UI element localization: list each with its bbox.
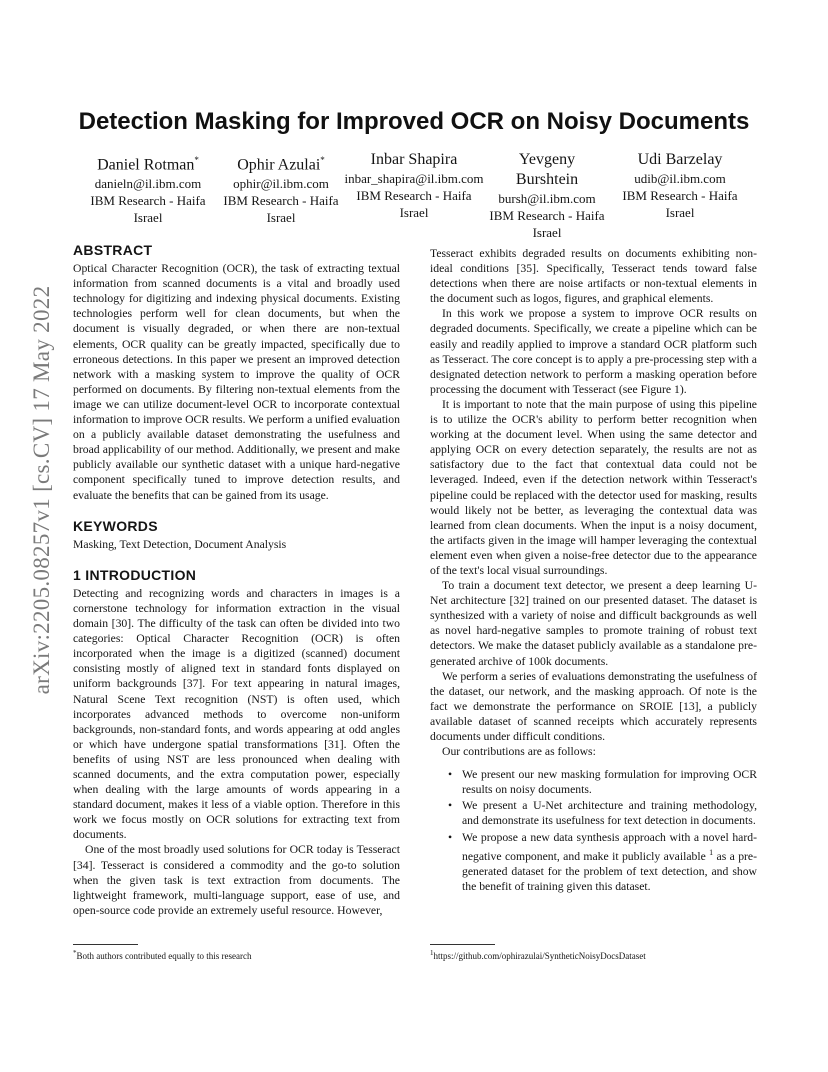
list-item: [448, 798, 757, 828]
right-paragraph-0: Tesseract exhibits degraded results on documents exhibiting non-ideal conditions [35]. Specifically, Tesseract tends toward false detections when there are noise artifacts or non-textual elements in the document such as logos, figures, and graphical elements.: [430, 247, 757, 306]
author-affiliation: IBM Research - Haifa: [223, 193, 339, 209]
author-name: Yevgeny Burshtein: [515, 151, 579, 188]
author-country: Israel: [665, 205, 695, 220]
left-column: [73, 243, 400, 918]
contribution-text: We propose a new data synthesis approach with a novel hard-negative component, and make it publicly available: [462, 830, 757, 863]
author-name: Udi Barzelay: [637, 151, 723, 168]
contributions-list: [430, 767, 757, 894]
list-item: [448, 830, 757, 894]
footnote-right: [430, 949, 646, 961]
author-block: [0, 150, 828, 240]
footnote-left: [73, 949, 251, 961]
author-email: danieln@il.ibm.com: [94, 176, 202, 192]
author-4: [472, 150, 622, 241]
author-email: ophir@il.ibm.com: [233, 176, 329, 192]
author-email: inbar_shapira@il.ibm.com: [344, 171, 484, 186]
contribution-text: We present our new masking formulation for improving OCR results on noisy documents.: [462, 768, 757, 797]
author-affiliation: IBM Research - Haifa: [622, 188, 738, 203]
author-2: [206, 150, 356, 226]
intro-paragraph-2: One of the most broadly used solutions for OCR today is Tesseract [34]. Tesseract is considered a commodity and the go-to solution when the given task is text extraction from documents. The lightweight framework, multi-language support, ease of use, and open-source code provide an extremely useful resource. However,: [73, 843, 400, 917]
equal-contrib-mark: *: [194, 155, 199, 165]
list-item: [448, 767, 757, 797]
author-country: Israel: [266, 210, 296, 226]
right-paragraph-4: We perform a series of evaluations demonstrating the usefulness of the dataset, our network, and the masking approach. Of note is the fact we demonstrate the performance on SROIE [13], a publicly available dataset of scanned receipts which accurately represents documents under difficult conditions.: [430, 669, 757, 743]
right-column: [430, 246, 757, 895]
author-email: bursh@il.ibm.com: [498, 191, 596, 206]
arxiv-identifier: [22, 280, 62, 700]
right-paragraph-1: In this work we propose a system to improve OCR results on degraded documents. Specifically, we create a pipeline which can be easily and readily applied to improve a standard OCR platform such as Tesseract. The core concept is to apply a pre-processing step with a designated detection network to perform a masking operation before processing the document with Tesseract (see Figure 1).: [430, 307, 757, 396]
footnote-ref: 1: [709, 847, 714, 857]
author-email: udib@il.ibm.com: [634, 171, 726, 186]
footnote-mark: 1: [430, 949, 434, 957]
author-name: Daniel Rotman: [97, 156, 195, 174]
author-1: [73, 150, 223, 226]
right-paragraph-2: It is important to note that the main purpose of using this pipeline is to utilize the OCR's ability to perform better recognition when working at the document level. When using the same detector and applying OCR on every detection separately, the results are not as satisfactory due to the fact that contextual data could not be leveraged. Indeed, even if the detection network within Tesseract's pipeline could be replaced with the detector used for masking, results would likely not be better, as leveraging the contextual data was learned from clean documents. When the input is a noisy document, the artifacts given in the image will hamper leveraging the contextual element even when given a noise-free detector due to the appearance of the text's local visual surroundings.: [430, 397, 757, 577]
footnote-rule: [73, 944, 138, 945]
author-3: [339, 150, 489, 221]
right-paragraph-5: Our contributions are as follows:: [442, 745, 596, 759]
paper-title: Detection Masking for Improved OCR on Noisy Documents: [78, 108, 750, 135]
author-country: Israel: [399, 205, 429, 220]
contribution-text-cont: as a pre-generated dataset for the problem of text detection, and show the benefit of training given this dataset.: [462, 849, 758, 893]
footnote-text: Both authors contributed equally to this research: [76, 951, 252, 961]
author-country: Israel: [133, 210, 163, 226]
footnote-rule: [430, 944, 495, 945]
abstract-heading: ABSTRACT: [73, 242, 153, 258]
contribution-text: We present a U-Net architecture and training methodology, and demonstrate its usefulness for text detection in documents.: [462, 799, 757, 828]
keywords-heading: KEYWORDS: [73, 517, 158, 534]
author-affiliation: IBM Research - Haifa: [356, 188, 472, 203]
author-country: Israel: [532, 225, 562, 240]
author-name: Inbar Shapira: [370, 151, 458, 168]
keywords-text: Masking, Text Detection, Document Analysis: [73, 537, 287, 551]
abstract-text: Optical Character Recognition (OCR), the task of extracting textual information from scanned documents is a vital and broadly used technology for digitizing and indexing physical documents. Existing technologies perform well for clean documents, but when the document is visually degraded, or when there are non-textual elements, OCR quality can be greatly impacted, specifically due to erroneous detections. In this paper we present an improved detection network with a masking system to improve the quality of OCR performed on documents. By filtering non-textual elements from the image we can utilize document-level OCR to incorporate contextual information to improve OCR results. We perform a unified evaluation on a publicly available dataset demonstrating the usefulness and broad applicability of our method. Additionally, we present and make publicly available our synthetic dataset with a unique hard-negative component specifically tuned to improve detection results, and evaluate the benefits that can be gained from its usage.: [73, 262, 400, 502]
right-paragraph-3: To train a document text detector, we present a deep learning U-Net architecture [32] trained on our presented dataset. The dataset is synthesized with a variety of noise and difficult backgrounds as well as novel hard-negative samples to promote training of robust text detectors. We make the dataset publicly available as a standalone pre-generated archive of 100k documents.: [430, 579, 757, 668]
arxiv-id-text: arXiv:2205.08257v1 [cs.CV] 17 May 2022: [29, 285, 54, 695]
equal-contrib-mark: *: [320, 155, 325, 165]
introduction-heading: 1 INTRODUCTION: [73, 566, 197, 583]
author-name: Ophir Azulai: [237, 156, 321, 174]
footnote-link[interactable]: https://github.com/ophirazulai/SyntheticNoisyDocsDataset: [433, 951, 646, 961]
intro-paragraph-1: Detecting and recognizing words and characters in images is a cornerstone technology for information extraction in the visual domain [30]. The difficulty of the task can often be divided into two categories: Optical Character Recognition (OCR) is often incorporated when the image is a digitized (scanned) document consisting mostly of aligned text in standard fonts displayed on uniform backgrounds [37]. For text appearing in natural images, Natural Scene Text recognition (NST) is often used, which incorporates advanced methods to overcome non-uniform backgrounds, non-standard fonts, and words appearing at odd angles or which have undergone spatial transformations [31]. Often the benefits of using NST are less pronounced when dealing with scanned documents, and the extra computation power, especially when dealing with the large amounts of words appearing in a standard document, makes it less of a viable option. Therefore in this work we focus mostly on OCR solutions for extracting text from documents.: [73, 586, 400, 842]
author-5: [605, 150, 755, 221]
author-affiliation: IBM Research - Haifa: [90, 193, 206, 209]
footnote-mark: *: [73, 949, 77, 957]
author-affiliation: IBM Research - Haifa: [489, 208, 605, 223]
